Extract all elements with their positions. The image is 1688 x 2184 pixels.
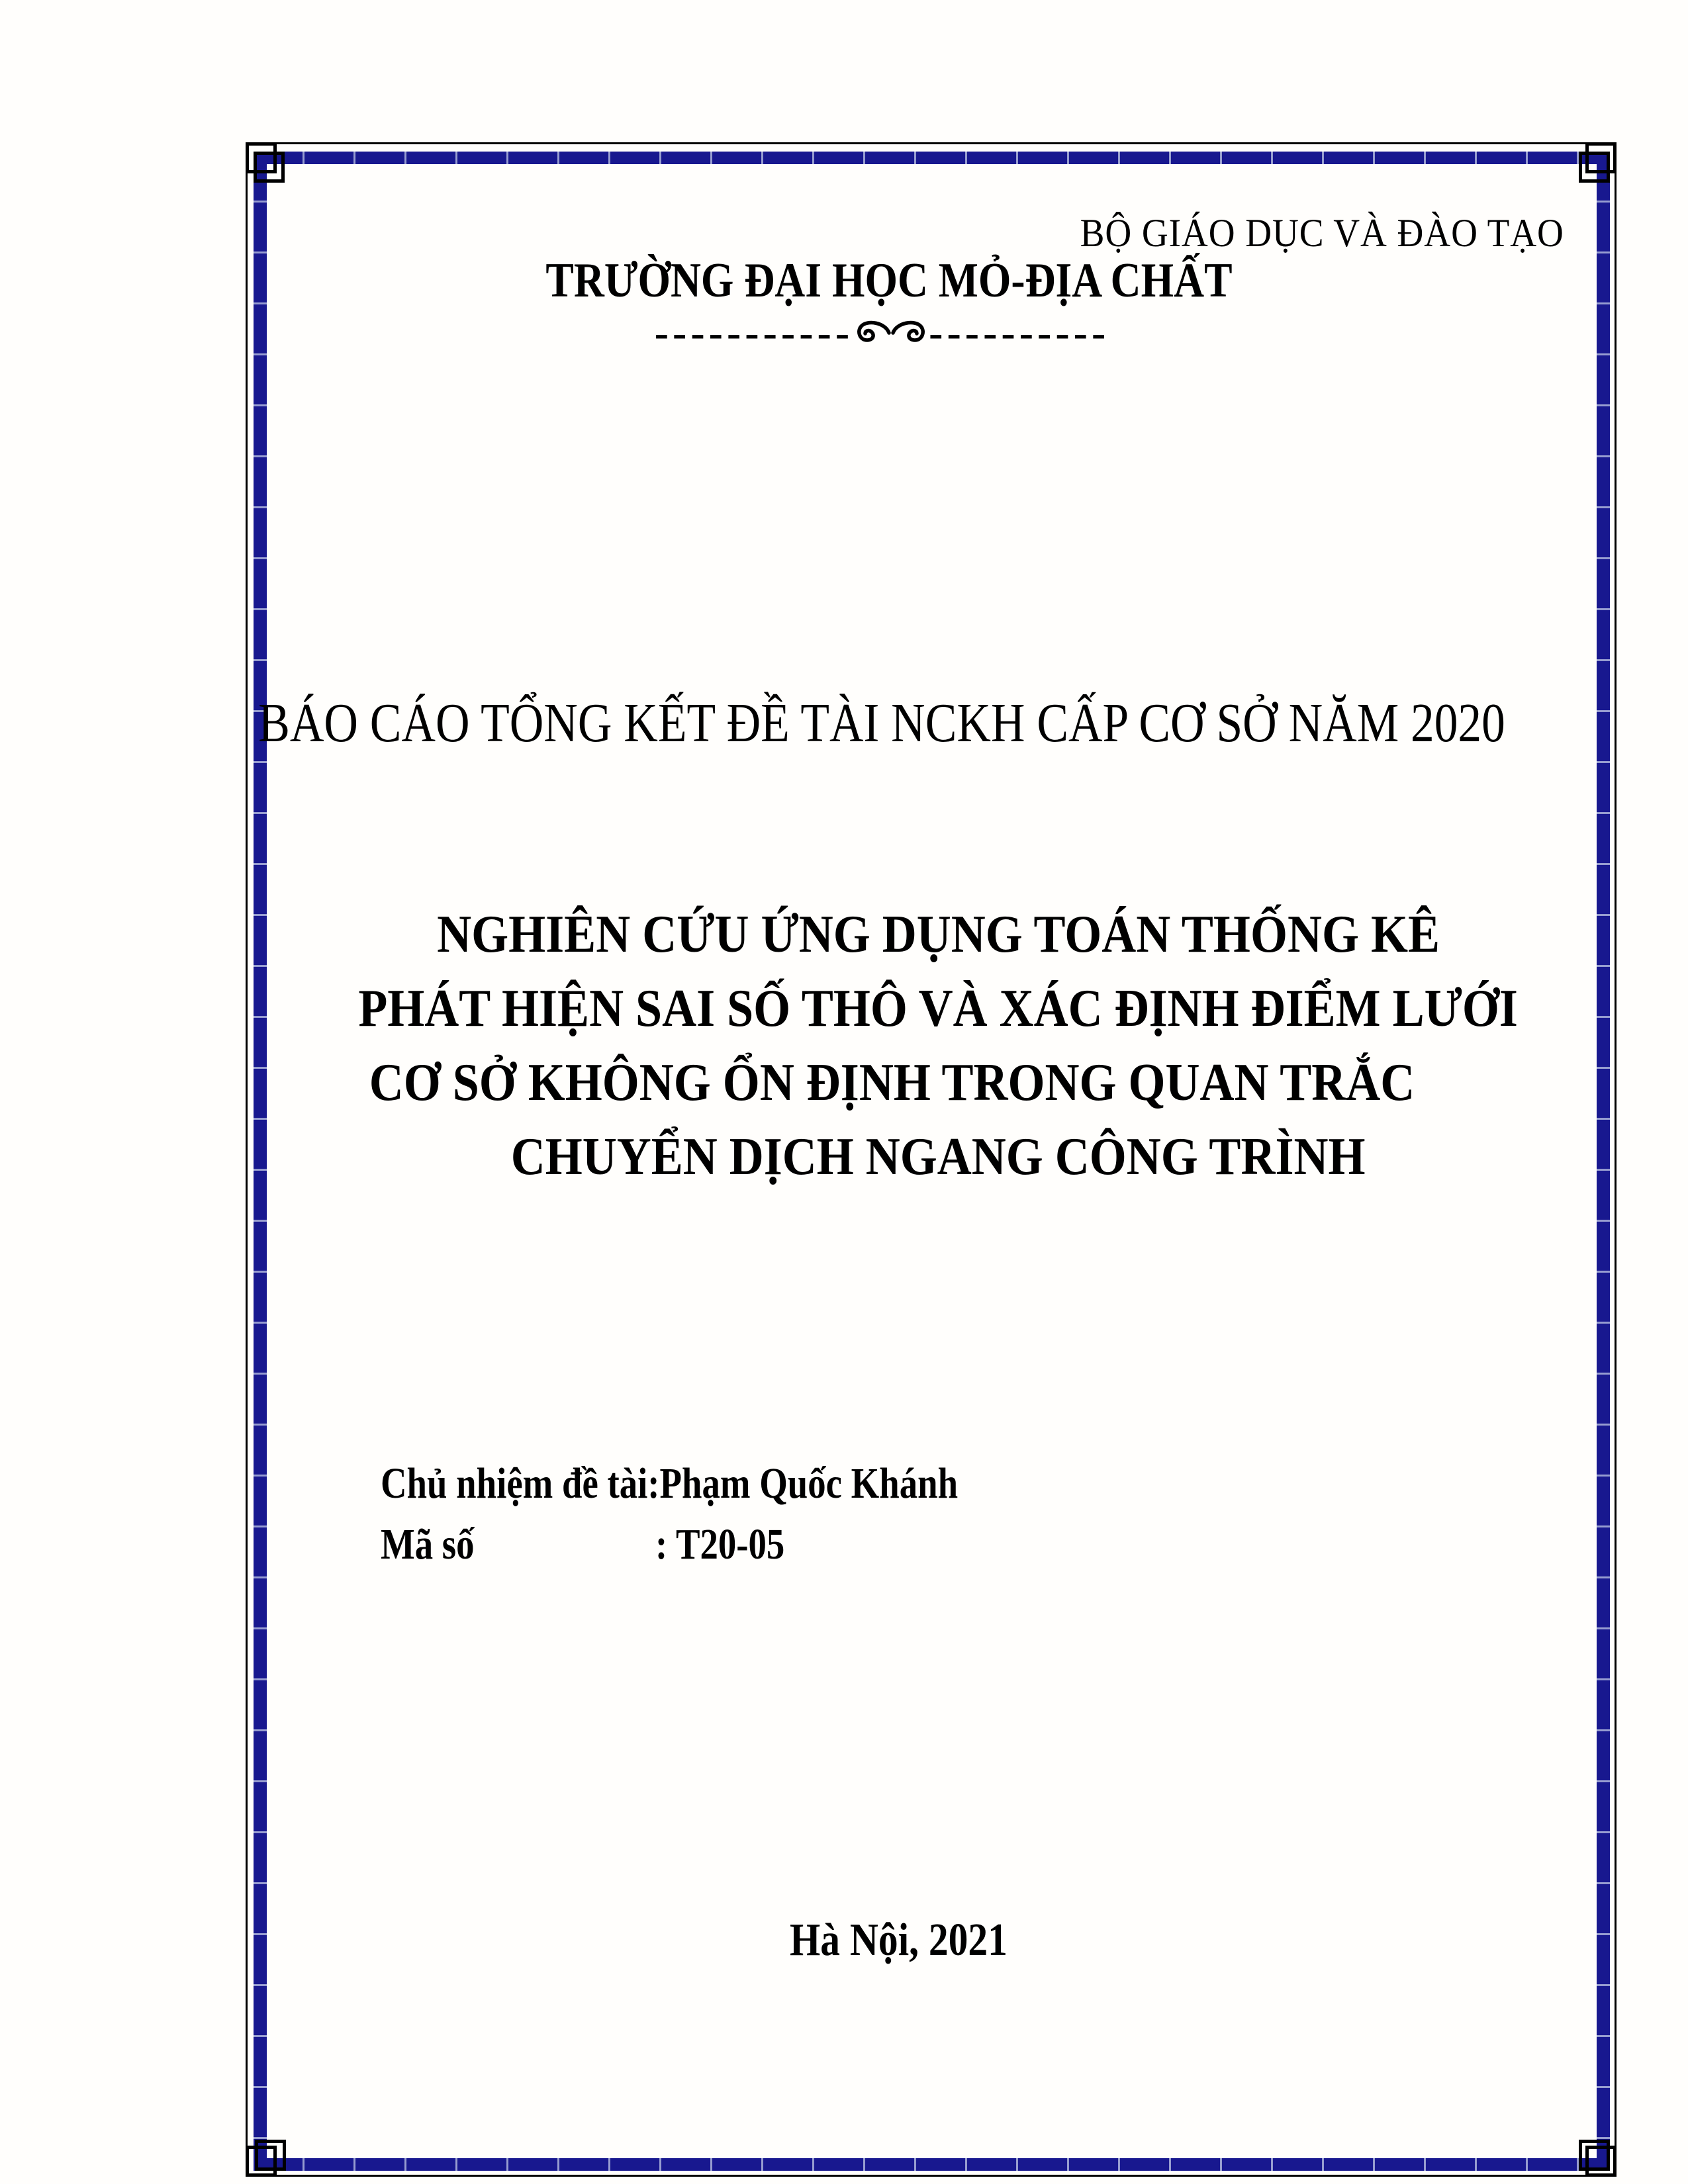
floral-swirl-ornament-icon <box>855 318 927 347</box>
project-info <box>381 1453 958 1575</box>
report-heading-text: BÁO CÁO TỔNG KẾT ĐỀ TÀI NCKH CẤP CƠ SỞ NĂM 2020 <box>258 692 1506 754</box>
corner-ornament-square <box>1579 2140 1610 2171</box>
place-year-line <box>267 1914 1610 1967</box>
corner-ornament-square <box>1579 152 1610 183</box>
ministry-line <box>267 210 1610 256</box>
report-heading <box>258 691 1610 755</box>
code-value: : T20-05 <box>655 1520 785 1569</box>
place-year-text: Hà Nội, 2021 <box>790 1915 1008 1966</box>
frame-band-bottom <box>254 2158 1610 2171</box>
divider-dashes-left: ----------- <box>654 309 854 356</box>
frame-band-top <box>254 152 1610 164</box>
code-label: Mã số <box>381 1520 475 1569</box>
divider-dashes-right: ---------- <box>929 309 1110 356</box>
project-title-line-4: CHUYỂN DỊCH NGANG CÔNG TRÌNH <box>511 1128 1366 1186</box>
project-title <box>267 897 1610 1194</box>
corner-ornament-square <box>255 2140 286 2171</box>
project-title-line-2: PHÁT HIỆN SAI SỐ THÔ VÀ XÁC ĐỊNH ĐIỂM LƯỚI <box>358 979 1519 1038</box>
leader-label: Chủ nhiệm đề tài: <box>381 1459 660 1508</box>
project-title-line-3: CƠ SỞ KHÔNG ỔN ĐỊNH TRONG QUAN TRẮC <box>369 1054 1415 1112</box>
header-divider-inner <box>655 310 1110 356</box>
project-code-row <box>381 1514 958 1575</box>
leader-name: Phạm Quốc Khánh <box>659 1459 959 1508</box>
ministry-name: BỘ GIÁO DỤC VÀ ĐÀO TẠO <box>1080 211 1564 255</box>
header-divider <box>267 310 1610 356</box>
frame-band-left <box>254 152 267 2171</box>
university-line <box>267 253 1610 309</box>
university-name: TRƯỜNG ĐẠI HỌC MỎ-ĐỊA CHẤT <box>545 253 1233 308</box>
project-title-line-1: NGHIÊN CỨU ỨNG DỤNG TOÁN THỐNG KÊ <box>437 905 1440 964</box>
corner-ornament-square <box>254 152 285 183</box>
project-leader-row <box>381 1453 958 1514</box>
